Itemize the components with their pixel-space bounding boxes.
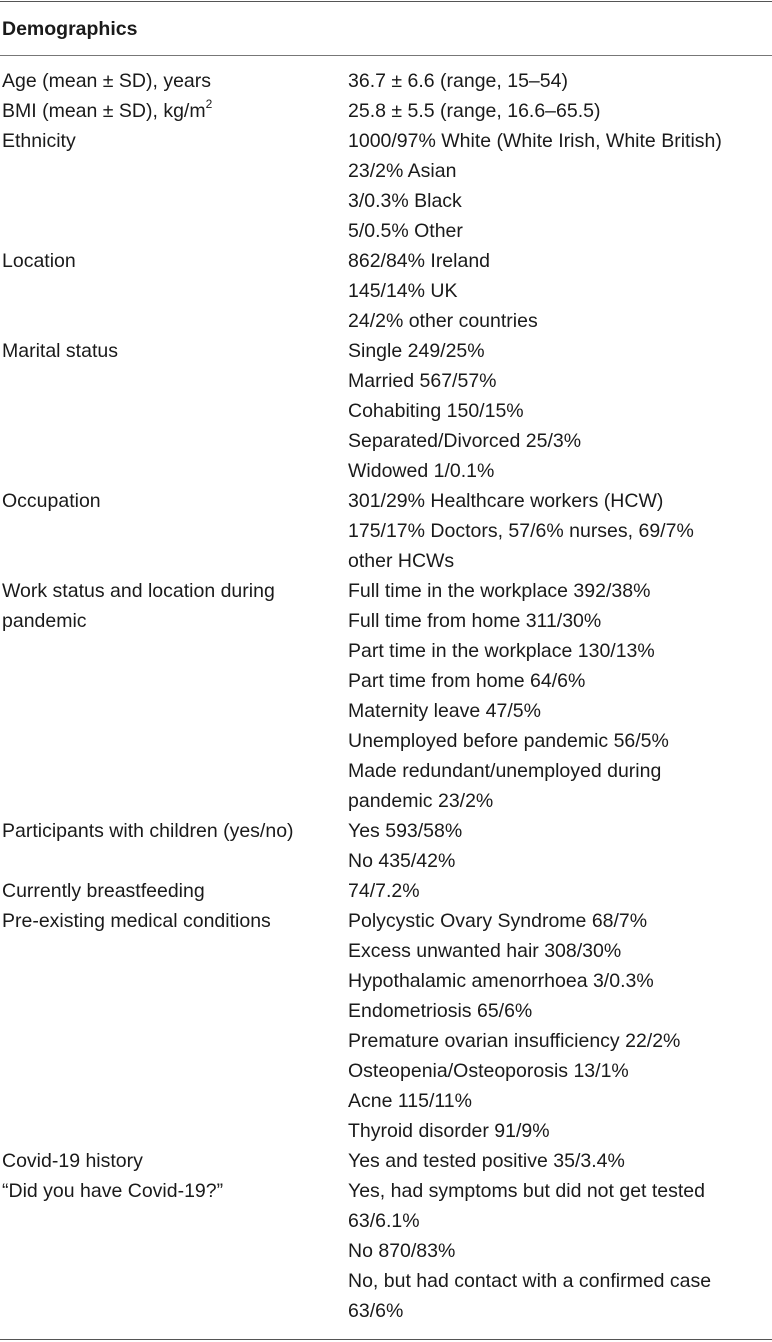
- row-value-line: Maternity leave 47/5%: [348, 700, 541, 722]
- row-value-line: Unemployed before pandemic 56/5%: [348, 730, 669, 752]
- row-value-line: Endometriosis 65/6%: [348, 1000, 533, 1022]
- row-label-text: Pre-existing medical conditions: [2, 910, 271, 932]
- row-value-line: Part time in the workplace 130/13%: [348, 640, 655, 662]
- row-values: [346, 906, 770, 1146]
- table-row: [0, 96, 772, 126]
- table-row: [0, 1146, 772, 1326]
- row-label-text: Covid-19 history: [2, 1150, 143, 1172]
- row-label-line: [2, 1146, 346, 1176]
- row-values: [346, 876, 770, 906]
- row-label-line: [2, 486, 346, 516]
- row-label: [0, 126, 346, 246]
- row-value-line: Made redundant/unemployed during: [348, 760, 662, 782]
- table-row: [0, 486, 772, 576]
- row-label: [0, 96, 346, 126]
- row-label-line: [2, 906, 346, 936]
- row-value-line: Single 249/25%: [348, 340, 485, 362]
- row-values: [346, 816, 770, 876]
- row-label-line: [2, 246, 346, 276]
- row-label: [0, 336, 346, 486]
- row-value-line: 145/14% UK: [348, 280, 458, 302]
- row-value-line: Thyroid disorder 91/9%: [348, 1120, 550, 1142]
- table-row: [0, 876, 772, 906]
- header-title: Demographics: [2, 17, 138, 40]
- table-row: [0, 246, 772, 336]
- row-value-line: Full time in the workplace 392/38%: [348, 580, 651, 602]
- row-value-line: Hypothalamic amenorrhoea 3/0.3%: [348, 970, 654, 992]
- table-row: [0, 336, 772, 486]
- row-value-line: Excess unwanted hair 308/30%: [348, 940, 622, 962]
- row-label-text: Occupation: [2, 490, 101, 512]
- row-label-text: Participants with children (yes/no): [2, 820, 294, 842]
- unit-superscript: 2: [205, 96, 213, 111]
- row-value-line: Full time from home 311/30%: [348, 610, 602, 632]
- row-label-text: Currently breastfeeding: [2, 880, 205, 902]
- row-value-line: 3/0.3% Black: [348, 190, 462, 212]
- row-values: [346, 1146, 770, 1326]
- row-value-line: other HCWs: [348, 550, 455, 572]
- row-value-line: 24/2% other countries: [348, 310, 538, 332]
- row-label-text: Work status and location during: [2, 580, 275, 602]
- row-value-line: Yes and tested positive 35/3.4%: [348, 1150, 625, 1172]
- table-row: [0, 66, 772, 96]
- table-bottom-rule: [0, 1339, 772, 1340]
- row-value-line: 25.8 ± 5.5 (range, 16.6–65.5): [348, 100, 601, 122]
- row-value-line: 301/29% Healthcare workers (HCW): [348, 490, 664, 512]
- row-value-line: Osteopenia/Osteoporosis 13/1%: [348, 1060, 629, 1082]
- row-value-line: Separated/Divorced 25/3%: [348, 430, 582, 452]
- row-label-text: Ethnicity: [2, 130, 76, 152]
- row-values: [346, 336, 770, 486]
- row-value-line: 63/6%: [348, 1300, 404, 1322]
- row-label: [0, 906, 346, 1146]
- row-label-line: [2, 576, 346, 606]
- row-label-line: [2, 66, 346, 96]
- row-value-line: Premature ovarian insufficiency 22/2%: [348, 1030, 681, 1052]
- row-label-line: [2, 816, 346, 846]
- table-row: [0, 576, 772, 816]
- row-label: [0, 576, 346, 816]
- row-value-line: 862/84% Ireland: [348, 250, 491, 272]
- row-values: [346, 126, 770, 246]
- row-value-line: 1000/97% White (White Irish, White British): [348, 130, 722, 152]
- row-label-text: Marital status: [2, 340, 118, 362]
- row-label: [0, 1146, 346, 1326]
- row-value-line: Yes, had symptoms but did not get tested: [348, 1180, 705, 1202]
- row-label-line: [2, 126, 346, 156]
- row-label-text: BMI (mean ± SD), kg/m: [2, 100, 206, 122]
- row-label-line: [2, 336, 346, 366]
- row-value-line: Cohabiting 150/15%: [348, 400, 524, 422]
- table-row: [0, 816, 772, 876]
- table-body: [0, 56, 772, 1339]
- row-value-line: Polycystic Ovary Syndrome 68/7%: [348, 910, 648, 932]
- row-value-line: Part time from home 64/6%: [348, 670, 586, 692]
- table-row: [0, 906, 772, 1146]
- row-label-text: pandemic: [2, 610, 87, 632]
- row-label-line: [2, 876, 346, 906]
- row-label-text: “Did you have Covid-19?”: [2, 1180, 224, 1202]
- row-value-line: Yes 593/58%: [348, 820, 463, 842]
- row-label-line: [2, 1176, 346, 1206]
- row-label: [0, 486, 346, 576]
- row-value-line: 36.7 ± 6.6 (range, 15–54): [348, 70, 568, 92]
- row-value-line: Married 567/57%: [348, 370, 497, 392]
- row-value-line: No 435/42%: [348, 850, 456, 872]
- row-value-line: pandemic 23/2%: [348, 790, 494, 812]
- row-values: [346, 576, 770, 816]
- row-value-line: 5/0.5% Other: [348, 220, 463, 242]
- row-label: [0, 66, 346, 96]
- table-header: [0, 2, 772, 55]
- row-values: [346, 246, 770, 336]
- row-value-line: Widowed 1/0.1%: [348, 460, 495, 482]
- row-value-line: 23/2% Asian: [348, 160, 457, 182]
- row-label-line: [2, 96, 346, 126]
- row-label: [0, 246, 346, 336]
- row-values: [346, 66, 770, 96]
- row-value-line: No 870/83%: [348, 1240, 456, 1262]
- row-label-line: [2, 606, 346, 636]
- row-value-line: 63/6.1%: [348, 1210, 420, 1232]
- table-row: [0, 126, 772, 246]
- row-value-line: No, but had contact with a confirmed case: [348, 1270, 712, 1292]
- row-value-line: 74/7.2%: [348, 880, 420, 902]
- row-values: [346, 486, 770, 576]
- row-label-text: Age (mean ± SD), years: [2, 70, 212, 92]
- row-values: [346, 96, 770, 126]
- row-value-line: 175/17% Doctors, 57/6% nurses, 69/7%: [348, 520, 694, 542]
- row-value-line: Acne 115/11%: [348, 1090, 472, 1112]
- row-label: [0, 876, 346, 906]
- row-label: [0, 816, 346, 876]
- row-label-text: Location: [2, 250, 76, 272]
